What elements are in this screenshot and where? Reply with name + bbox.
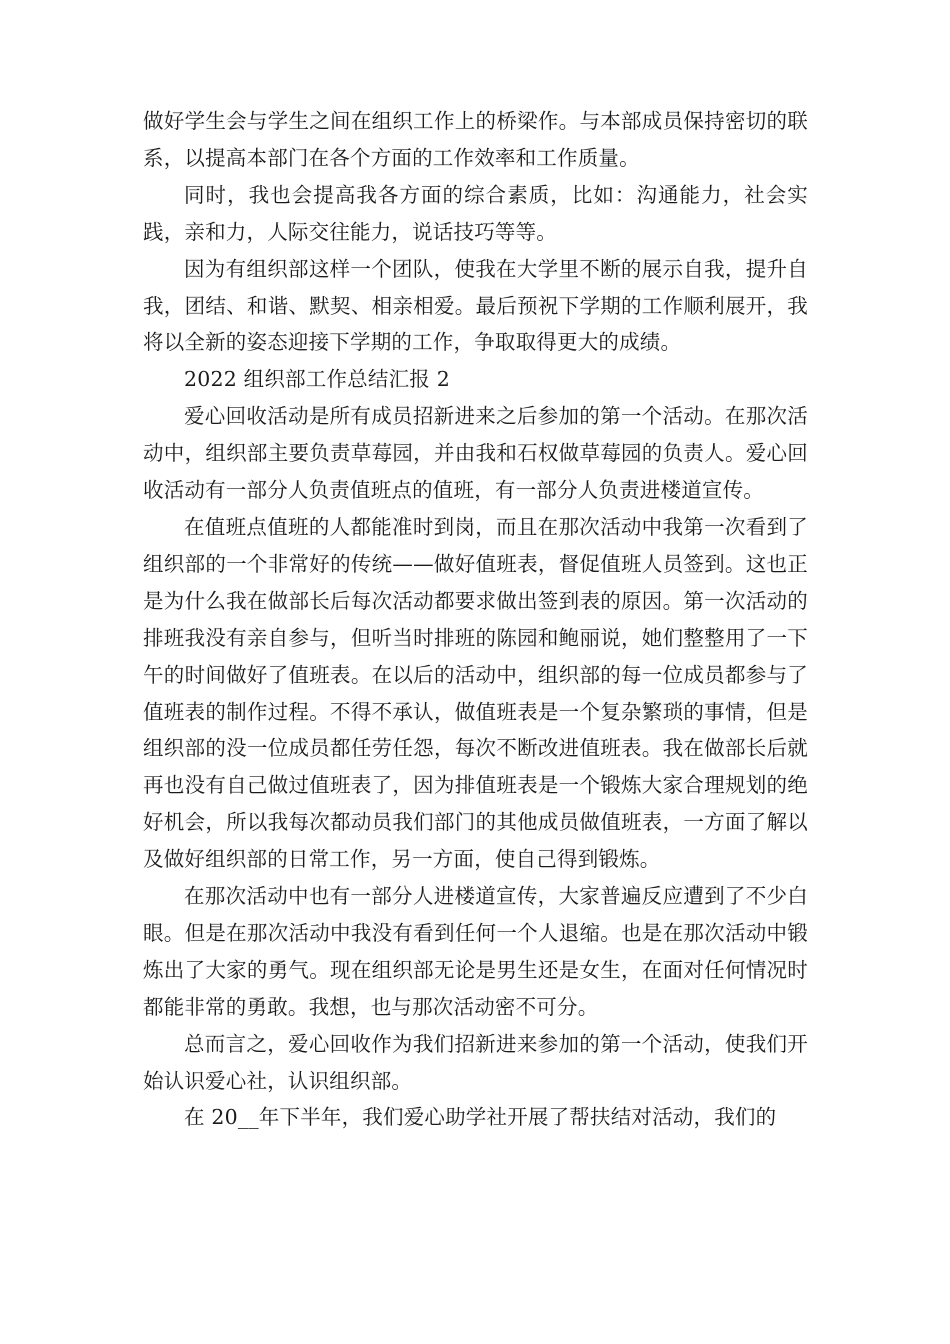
paragraph-1: 做好学生会与学生之间在组织工作上的桥梁作。与本部成员保持密切的联系，以提高本部门在各个方面的工作效率和工作质量。 [143, 109, 808, 170]
paragraph-5: 爱心回收活动是所有成员招新进来之后参加的第一个活动。在那次活动中，组织部主要负责草莓园，并由我和石权做草莓园的负责人。爱心回收活动有一部分人负责值班点的值班，有一部分人负责进楼道宣传。 [143, 404, 808, 503]
paragraph-7: 在那次活动中也有一部分人进楼道宣传，大家普遍反应遭到了不少白眼。但是在那次活动中我没有看到任何一个人退缩。也是在那次活动中锻炼出了大家的勇气。现在组织部无论是男生还是女生，在面对任何情况时都能非常的勇敢。我想，也与那次活动密不可分。 [143, 884, 808, 1019]
paragraph-2: 同时，我也会提高我各方面的综合素质，比如：沟通能力，社会实践，亲和力，人际交往能力，说话技巧等等。 [143, 182, 808, 244]
paragraph-6: 在值班点值班的人都能准时到岗，而且在那次活动中我第一次看到了组织部的一个非常好的传统——做好值班表，督促值班人员签到。这也正是为什么我在做部长后每次活动都要求做出签到表的原因。第一次活动的排班我没有亲自参与，但听当时排班的陈园和鲍丽说，她们整整用了一下午的时间做好了值班表。在以后的活动中，组织部的每一位成员都参与了值班表的制作过程。不得不承认，做值班表是一个复杂繁琐的事情，但是组织部的没一位成员都任劳任怨，每次不断改进值班表。我在做部长后就再也没有自己做过值班表了，因为排值班表是一个锻炼大家合理规划的绝好机会，所以我每次都动员我们部门的其他成员做值班表，一方面了解以及做好组织部的日常工作，另一方面，使自己得到锻炼。 [143, 514, 808, 872]
paragraph-9: 在 20__年下半年，我们爱心助学社开展了帮扶结对活动，我们的 [184, 1105, 777, 1130]
paragraph-8: 总而言之，爱心回收作为我们招新进来参加的第一个活动，使我们开始认识爱心社，认识组织部。 [143, 1031, 808, 1093]
paragraph-3: 因为有组织部这样一个团队，使我在大学里不断的展示自我，提升自我，团结、和谐、默契、相亲相爱。最后预祝下学期的工作顺利展开，我将以全新的姿态迎接下学期的工作，争取取得更大的成绩。 [143, 256, 808, 355]
section-heading: 2022 组织部工作总结汇报 2 [184, 367, 450, 392]
document-body [143, 103, 808, 1136]
